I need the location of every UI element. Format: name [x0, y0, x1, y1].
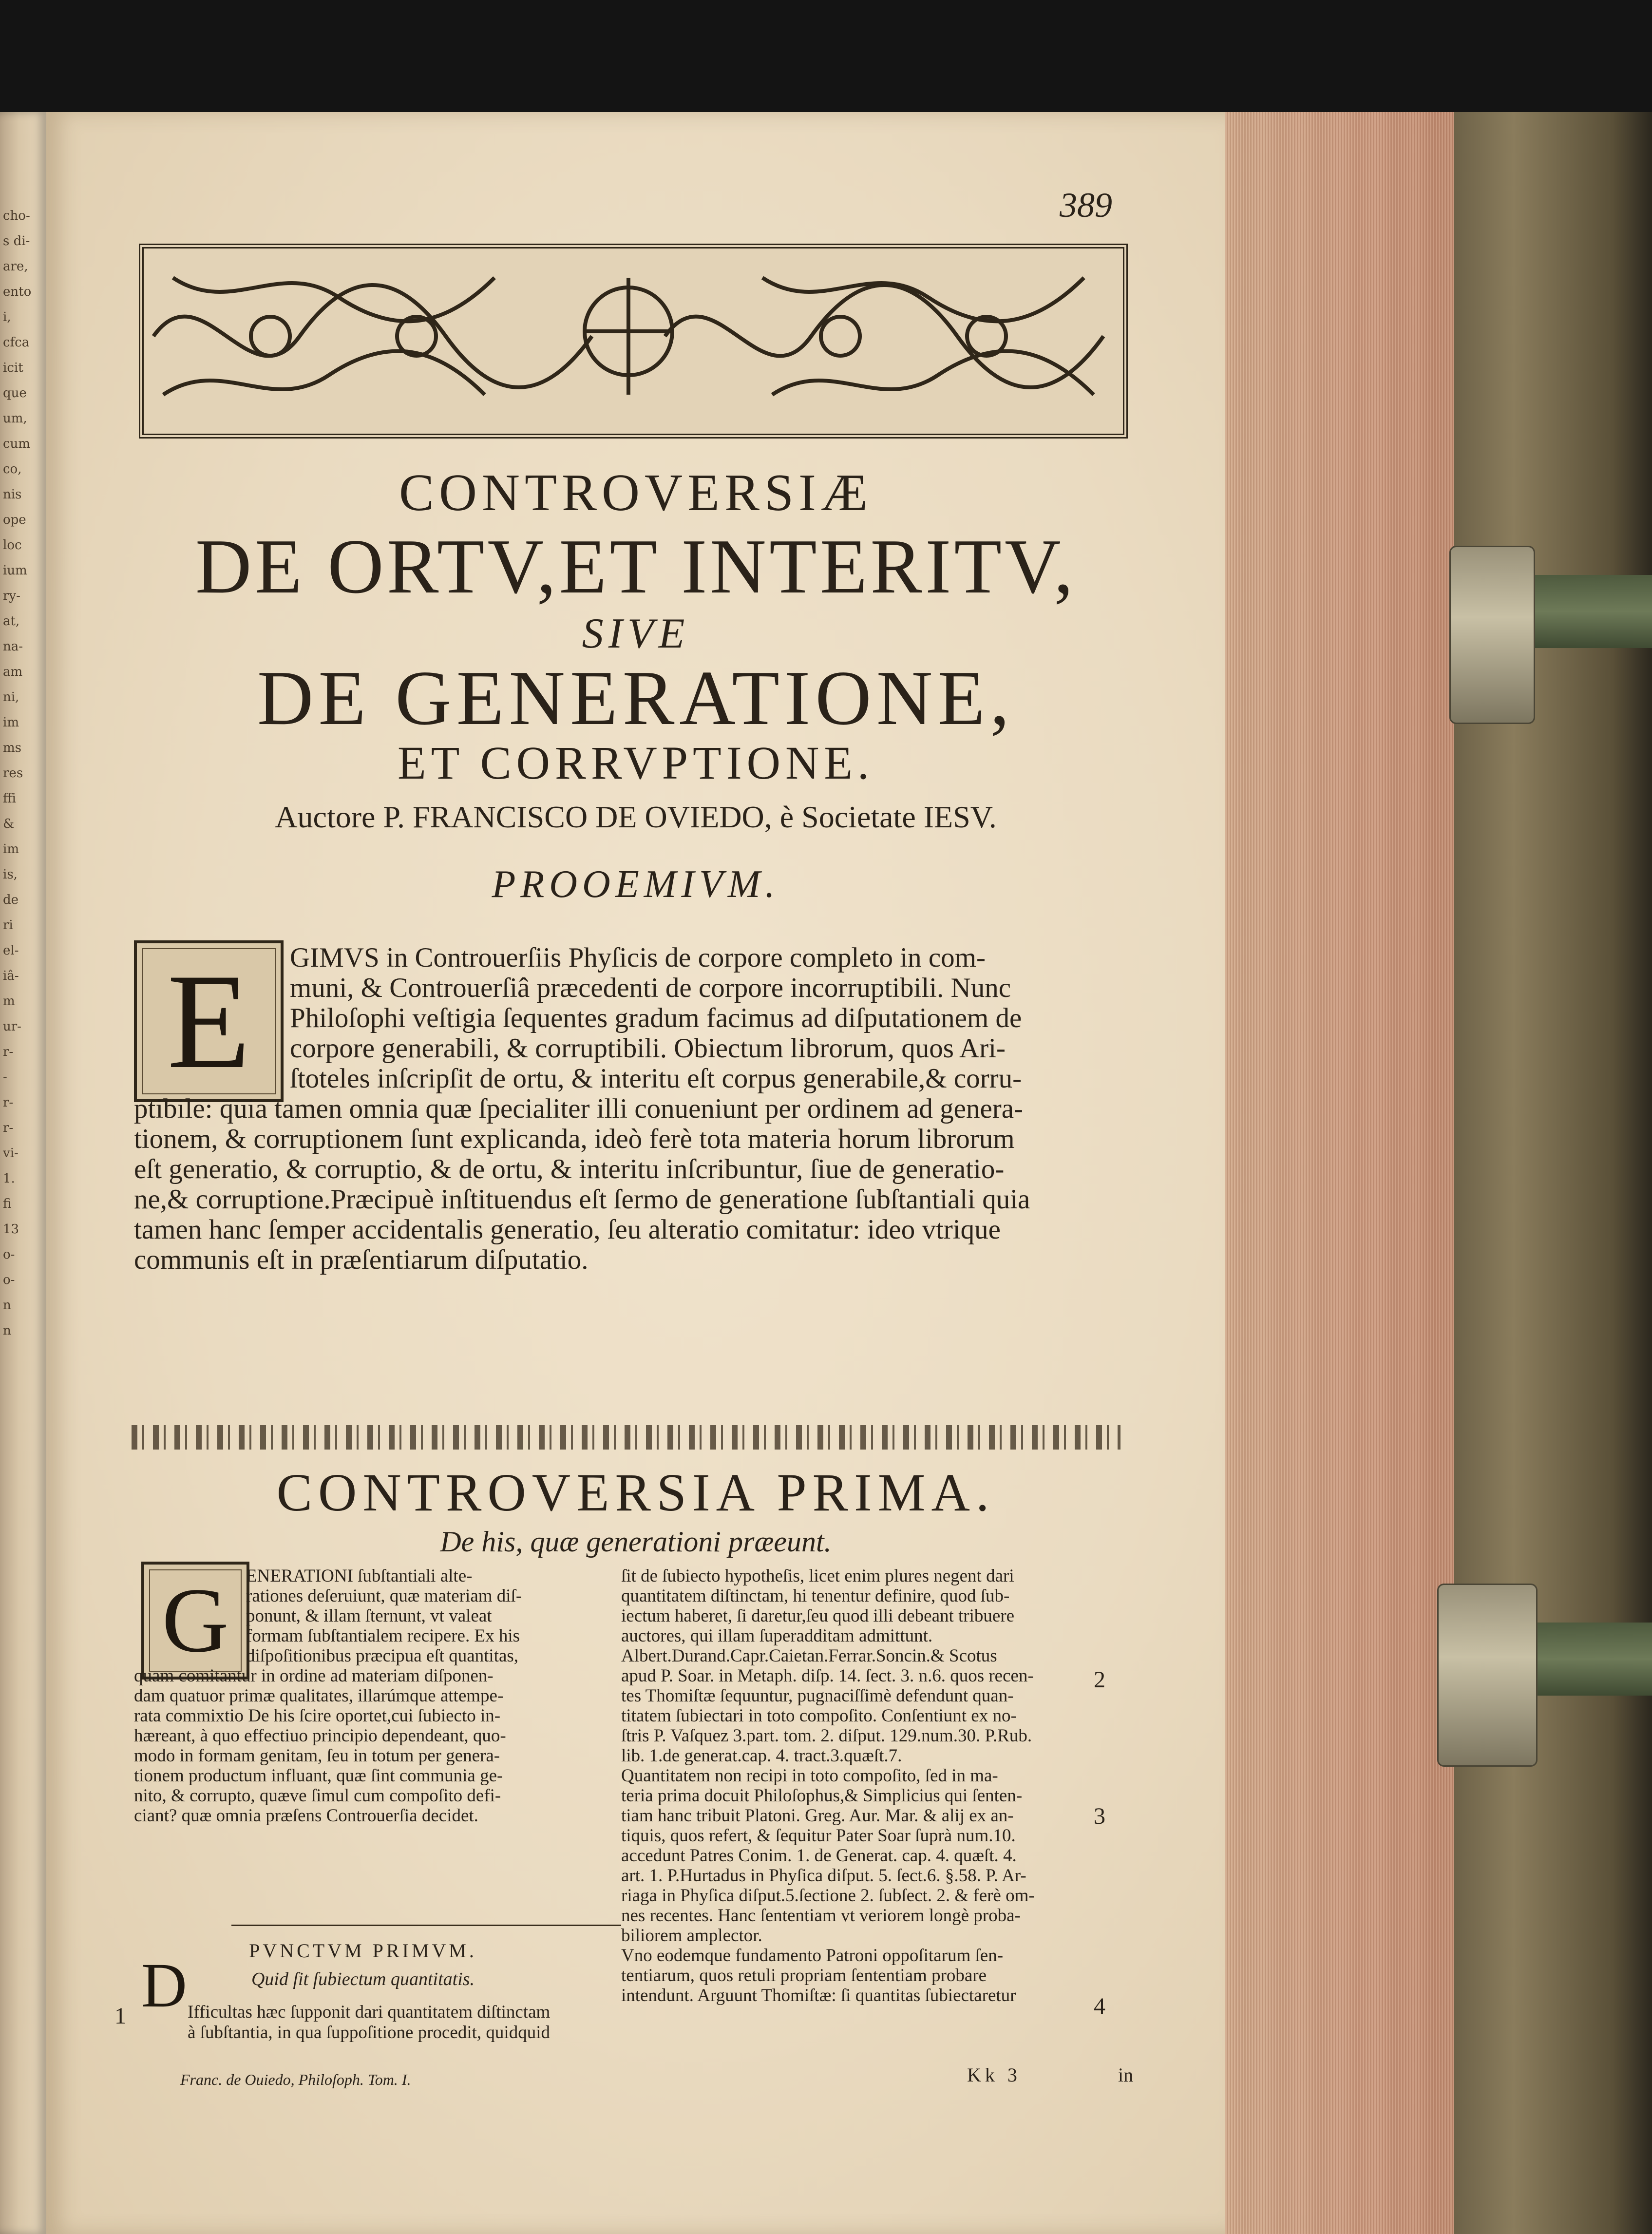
- controversia-subheading: De his, quæ generationi præeunt.: [440, 1526, 832, 1558]
- dropcap-letter: G: [162, 1569, 229, 1672]
- margin-number-1: 1: [114, 2003, 126, 2029]
- edge-fragment: ni,: [3, 690, 19, 705]
- title-line-3: SIVE: [582, 610, 690, 657]
- edge-fragment: r-: [3, 1045, 14, 1059]
- text-line: nes recentes. Hanc ſententiam vt veriorem longè proba-: [621, 1906, 1021, 1926]
- edge-fragment: res: [3, 766, 23, 781]
- proemium-heading: PROOEMIVM.: [492, 863, 780, 906]
- text-line: tiquis, quos refert, & ſequitur Pater Soar ſuprà num.10.: [621, 1826, 1016, 1846]
- text-line: Albert.Durand.Capr.Caietan.Ferrar.Soncin.& Scotus: [621, 1646, 997, 1666]
- text-line: Ifficultas hæc ſupponit dari quantitatem diſtinctam: [188, 2002, 551, 2022]
- edge-fragment: is,: [3, 867, 18, 882]
- ornamental-rule: [132, 1425, 1120, 1450]
- edge-fragment: 1.: [3, 1171, 15, 1186]
- edge-fragment: ffi: [3, 791, 16, 806]
- punctum-dropcap: D: [141, 1950, 187, 2021]
- edge-fragment: de: [3, 893, 19, 907]
- text-line: quam comitantur in ordine ad materiam diſponen-: [134, 1666, 494, 1686]
- facing-page-edge: [0, 112, 46, 2234]
- text-line: tes Thomiſtæ ſequuntur, pugnaciſſimè defendunt quan-: [621, 1686, 1014, 1706]
- text-line: ſtoteles inſcripſit de ortu, & interitu eſt corpus generabile,& corru-: [290, 1063, 1022, 1094]
- clasp-lower: [1437, 1584, 1538, 1767]
- text-line: titatem ſubiectari in toto compoſito. Conſentiunt ex no-: [621, 1706, 1017, 1726]
- title-line-5: ET CORRVPTIONE.: [398, 737, 874, 789]
- section-rule: [231, 1925, 621, 1926]
- text-line: lib. 1.de generat.cap. 4. tract.3.quæſt.7.: [621, 1746, 902, 1766]
- cover-board: [1454, 112, 1652, 2234]
- edge-fragment: n: [3, 1323, 11, 1338]
- edge-fragment: &: [3, 817, 15, 831]
- catchword: in: [1118, 2064, 1134, 2086]
- text-line: hæreant, à quo effectiuo principio dependeant, quo-: [134, 1726, 506, 1746]
- edge-fragment: ri: [3, 918, 13, 933]
- dropcap-letter: E: [167, 945, 251, 1097]
- edge-fragment: loc: [3, 538, 22, 553]
- book-page: [46, 112, 1225, 2234]
- text-line: ciant? quæ omnia præſens Controuerſia decidet.: [134, 1806, 478, 1826]
- edge-fragment: nis: [3, 487, 22, 502]
- text-line: eſt generatio, & corruptio, & de ortu, & interitu inſcribuntur, ſiue de generatio-: [134, 1154, 1005, 1184]
- edge-fragment: ope: [3, 513, 26, 527]
- edge-fragment: cum: [3, 437, 30, 451]
- punctum-heading: PVNCTVM PRIMVM.: [249, 1940, 477, 1962]
- title-line-4: DE GENERATIONE,: [257, 654, 1015, 741]
- text-line: teria prima docuit Philoſophus,& Simplicius qui ſenten-: [621, 1786, 1023, 1806]
- text-line: muni, & Controuerſiâ præcedenti de corpore incorruptibili. Nunc: [290, 973, 1011, 1003]
- text-line: intendunt. Arguunt Thomiſtæ: ſi quantitas ſubiectaretur: [621, 1986, 1016, 2005]
- text-line: rata commixtio De his ſcire oportet,cui ſubiecto in-: [134, 1706, 501, 1726]
- edge-fragment: m: [3, 994, 15, 1009]
- edge-fragment: cho-: [3, 209, 30, 223]
- edge-fragment: ur-: [3, 1019, 21, 1034]
- text-line: à ſubſtantia, in qua ſuppoſitione procedit, quidquid: [188, 2023, 550, 2043]
- floral-ornament-icon: [144, 248, 1113, 424]
- text-line: iectum haberet, ſi daretur,ſeu quod illi debeant tribuere: [621, 1606, 1015, 1626]
- text-line: accedunt Patres Conim. 1. de Generat. cap. 4. quæſt. 4.: [621, 1846, 1017, 1866]
- ornamental-headpiece: [139, 244, 1128, 439]
- edge-fragment: o-: [3, 1247, 15, 1262]
- controversia-heading: CONTROVERSIA PRIMA.: [276, 1463, 995, 1522]
- edge-fragment: -: [3, 1070, 7, 1085]
- text-line: quantitatem diſtinctam, hi tenentur definire, quod ſub-: [621, 1586, 1010, 1606]
- edge-fragment: o-: [3, 1273, 15, 1287]
- edge-fragment: are,: [3, 259, 28, 274]
- text-line: modo in formam genitam, ſeu in totum per genera-: [134, 1746, 500, 1766]
- text-line: auctores, qui illam ſuperadditam admittunt.: [621, 1626, 933, 1646]
- proemium-dropcap: [134, 940, 284, 1102]
- text-line: tentiarum, quos retuli propriam ſententiam probare: [621, 1966, 987, 1986]
- edge-fragment: um,: [3, 411, 27, 426]
- text-line: Quantitatem non recipi in toto compoſito, ſed in ma-: [621, 1766, 998, 1786]
- edge-fragment: iâ-: [3, 969, 19, 983]
- text-line: diſpoſitionibus præcipua eſt quantitas,: [246, 1646, 519, 1666]
- title-line-2: DE ORTV,ET INTERITV,: [195, 523, 1077, 610]
- edge-fragment: r-: [3, 1121, 14, 1135]
- edge-fragment: n: [3, 1298, 11, 1313]
- edge-fragment: cfca: [3, 335, 30, 350]
- edge-fragment: vi-: [3, 1146, 19, 1161]
- text-line: tamen hanc ſemper accidentalis generatio, ſeu alteratio comitatur: ideo vtrique: [134, 1214, 1001, 1245]
- text-line: biliorem amplector.: [621, 1926, 762, 1946]
- text-line: art. 1. P.Hurtadus in Phyſica diſput. 5. ſect.6. §.58. P. Ar-: [621, 1866, 1026, 1886]
- book-fore-edge-and-cover: [1225, 112, 1652, 2234]
- edge-fragment: el-: [3, 943, 19, 958]
- text-line: ptibile: quia tamen omnia quæ ſpecialiter illi conueniunt per ordinem ad genera-: [134, 1093, 1024, 1124]
- edge-fragment: s di-: [3, 234, 30, 248]
- text-line: nito, & corrupto, quæve ſimul cum compoſito defi-: [134, 1786, 501, 1806]
- text-line: riaga in Phyſica diſput.5.ſectione 2. ſubſect. 2. & ferè om-: [621, 1886, 1035, 1906]
- edge-fragment: fi: [3, 1197, 12, 1211]
- edge-fragment: ry-: [3, 589, 20, 603]
- edge-fragment: ms: [3, 741, 21, 755]
- title-line-1: CONTROVERSIÆ: [399, 464, 873, 522]
- margin-number-4: 4: [1094, 1993, 1105, 2019]
- edge-fragment: at,: [3, 614, 20, 629]
- text-line: ſit de ſubiecto hypotheſis, licet enim plures negent dari: [621, 1566, 1014, 1586]
- text-line: ENERATIONI ſubſtantiali alte-: [246, 1566, 473, 1586]
- margin-number-2: 2: [1094, 1667, 1105, 1693]
- controversia-dropcap: [141, 1562, 249, 1680]
- text-line: GIMVS in Controuerſiis Phyſicis de corpore completo in com-: [290, 942, 986, 973]
- text-line: dam quatuor primæ qualitates, illarúmque attempe-: [134, 1686, 504, 1706]
- text-line: Vno eodemque fundamento Patroni oppoſitarum ſen-: [621, 1946, 1004, 1966]
- text-line: tionem, & corruptionem ſunt explicanda, ideò ferè tota materia horum librorum: [134, 1124, 1015, 1154]
- edge-fragment: 13: [3, 1222, 19, 1237]
- edge-fragment: i,: [3, 310, 11, 325]
- text-line: tionem productum influant, quæ ſint communia ge-: [134, 1766, 503, 1786]
- signature-mark: Kk 3: [967, 2064, 1021, 2086]
- author-line: Auctore P. FRANCISCO DE OVIEDO, è Societate IESV.: [275, 800, 997, 834]
- text-line: ſtris P. Vaſquez 3.part. tom. 2. diſput. 129.num.30. P.Rub.: [621, 1726, 1032, 1746]
- edge-fragment: im: [3, 715, 19, 730]
- text-line: communis eſt in præſentiarum diſputatio.: [134, 1244, 589, 1275]
- running-footer: Franc. de Ouiedo, Philoſoph. Tom. I.: [180, 2071, 411, 2088]
- edge-fragment: ium: [3, 563, 27, 578]
- text-line: Philoſophi veſtigia ſequentes gradum facimus ad diſputationem de: [290, 1003, 1022, 1033]
- fore-edge: [1225, 112, 1454, 2234]
- text-line: rationes deſeruiunt, quæ materiam diſ-: [246, 1586, 522, 1606]
- edge-fragment: icit: [3, 361, 23, 375]
- edge-fragment: que: [3, 386, 27, 401]
- edge-fragment: co,: [3, 462, 22, 477]
- edge-fragment: im: [3, 842, 19, 857]
- punctum-subheading: Quid ſit ſubiectum quantitatis.: [251, 1969, 475, 1989]
- text-line: tiam hanc tribuit Platoni. Greg. Aur. Mar. & alij ex an-: [621, 1806, 1014, 1826]
- text-line: apud P. Soar. in Metaph. diſp. 14. ſect. 3. n.6. quos recen-: [621, 1666, 1034, 1686]
- margin-number-3: 3: [1094, 1803, 1105, 1829]
- edge-fragment: ento: [3, 285, 32, 299]
- edge-fragment: r-: [3, 1095, 14, 1110]
- text-line: corpore generabili, & corruptibili. Obiectum librorum, quos Ari-: [290, 1033, 1006, 1064]
- edge-fragment: am: [3, 665, 23, 679]
- clasp-upper: [1449, 546, 1535, 724]
- text-line: ne,& corruptione.Præcipuè inſtituendus eſt ſermo de generatione ſubſtantiali quia: [134, 1184, 1030, 1215]
- text-line: ponunt, & illam ſternunt, vt valeat: [246, 1606, 492, 1626]
- edge-fragment: na-: [3, 639, 23, 654]
- text-line: formam ſubſtantialem recipere. Ex his: [246, 1626, 520, 1646]
- page-number: 389: [1060, 186, 1112, 225]
